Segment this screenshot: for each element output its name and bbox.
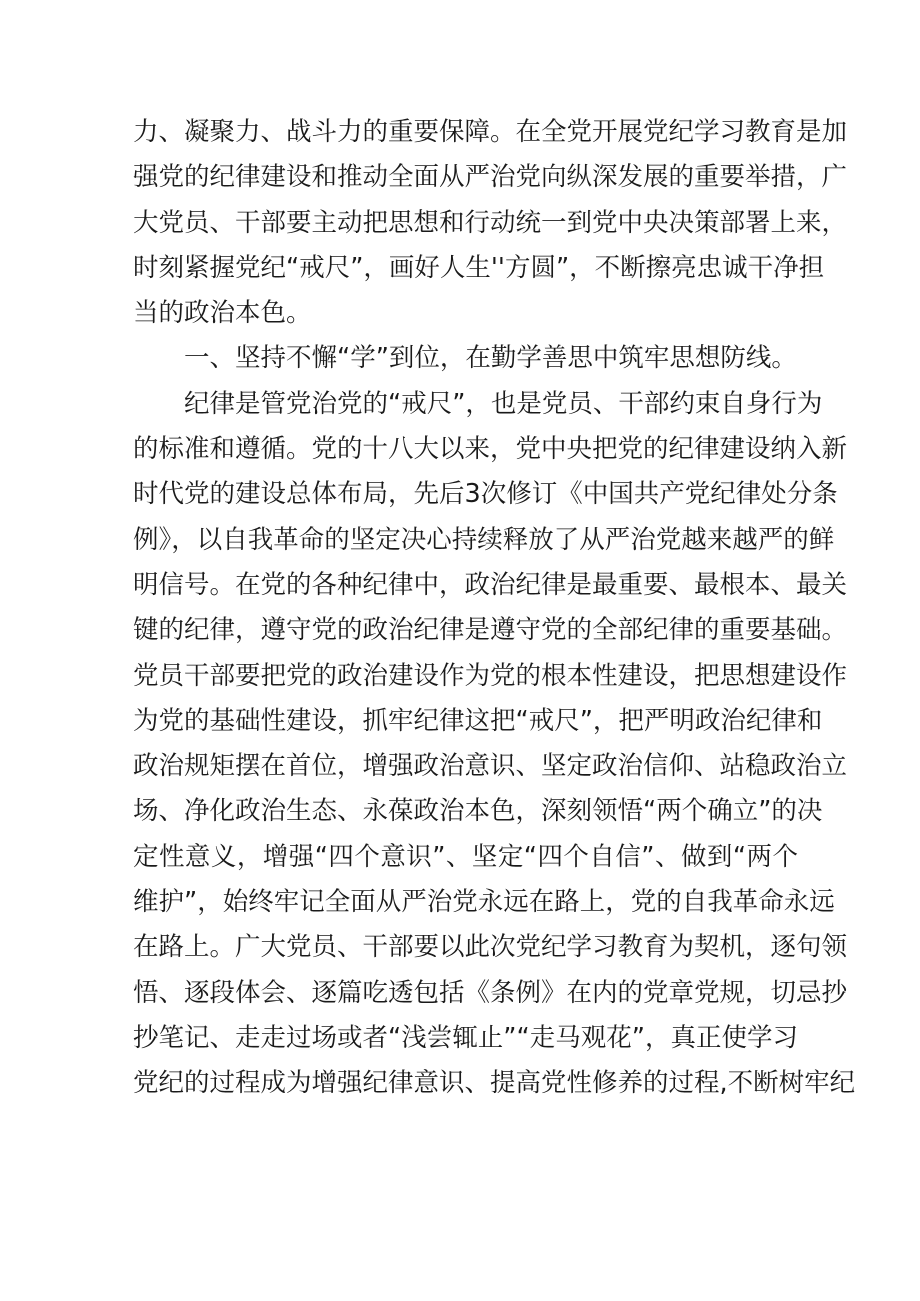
text-line: 在路上。广大党员、干部要以此次党纪学习教育为契机，逐句领 [133,932,848,963]
text-line: 明信号。在党的各种纪律中，政治纪律是最重要、最根本、最关 [133,569,848,600]
text-line: 力、凝聚力、战斗力的重要保障。在全党开展党纪学习教育是加 [133,117,848,147]
text-line: 党员干部要把党的政治建设作为党的根本性建设，把思想建设作 [133,660,848,691]
text-line: 纪律是管党治党的“戒尺”，也是党员、干部约束自身行为 [184,388,823,419]
section-heading: 一、坚持不懈“学”到位，在勤学善思中筑牢思想防线。 [184,343,797,374]
document-body [133,110,856,1107]
text-line: 为党的基础性建设，抓牢纪律这把“戒尺”，把严明政治纪律和 [133,705,823,736]
text-line: 悟、逐段体会、逐篇吃透包括《条例》在内的党章党规，切忌抄 [133,977,848,1008]
text-line: 的标准和遵循。党的十八大以来，党中央把党的纪律建设纳入新 [133,434,848,465]
text-line: 定性意义，增强“四个意识”、坚定“四个自信”、做到“两个 [133,841,798,872]
text-line: 场、净化政治生态、永葆政治本色，深刻领悟“两个确立”的决 [133,796,823,827]
text-line: 抄笔记、走走过场或者“浅尝辄止”“走马观花”，真正使学习 [133,1022,798,1053]
text-line: 大党员、干部要主动把思想和行动统一到党中央决策部署上来， [133,207,848,238]
text-line: 当的政治本色。 [133,298,312,329]
text-line: 例》，以自我革命的坚定决心持续释放了从严治党越来越严的鲜 [133,524,835,555]
text-line: 键的纪律，遵守党的政治纪律是遵守党的全部纪律的重要基础。 [133,615,848,646]
text-line: 党纪的过程成为增强纪律意识、提高党性修养的过程,不断树牢纪 [133,1068,856,1099]
text-line: 政治规矩摆在首位，增强政治意识、坚定政治信仰、站稳政治立 [133,751,848,782]
text-line: 强党的纪律建设和推动全面从严治党向纵深发展的重要举措，广 [133,162,848,193]
text-line: 维护”，始终牢记全面从严治党永远在路上，党的自我革命永远 [133,887,835,918]
text-line: 时刻紧握党纪“戒尺”，画好人生''方圆”，不断擦亮忠诚干净担 [133,252,825,283]
text-line: 时代党的建设总体布局，先后3次修订《中国共产党纪律处分条 [133,479,838,510]
